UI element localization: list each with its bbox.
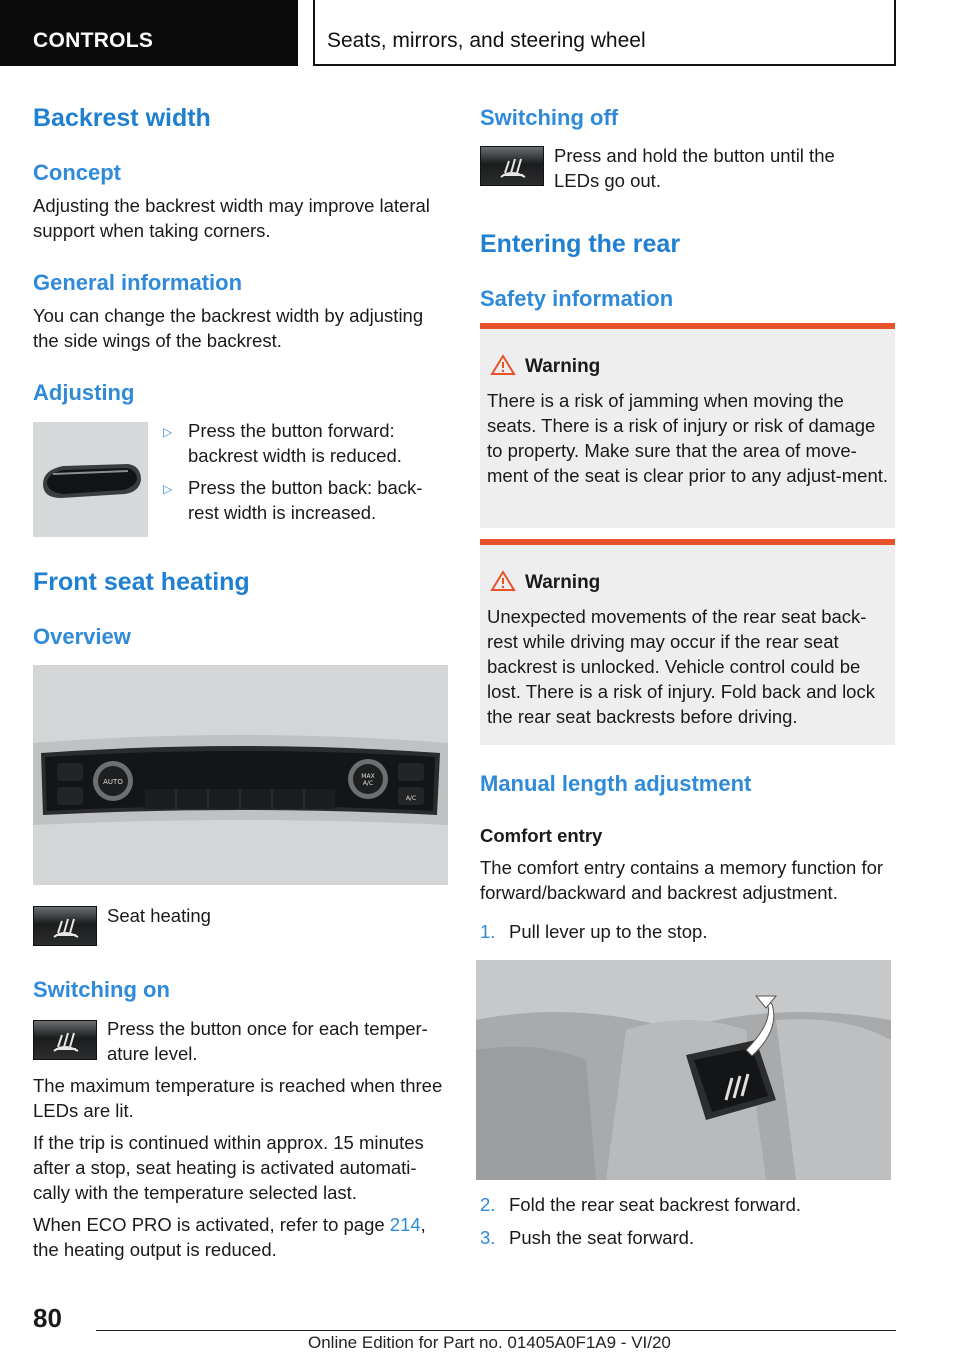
manual-length-heading: Manual length adjustment [480, 771, 752, 796]
warning-text: Unexpected movements of the rear seat back-rest while driving may occur if the rear seat backrest is unlocked. Vehicle control could be lost. There is a risk of injury. Fold back and lock the rear seat backrests before driving. [487, 606, 875, 727]
section-tab [0, 0, 298, 66]
step-text: Pull lever up to the stop. [509, 921, 708, 942]
adjust-item-2: Press the button back: back-rest width is increased. [188, 477, 423, 523]
general-info-heading: General information [33, 270, 243, 295]
backrest-width-heading: Backrest width [33, 104, 211, 132]
step-text: Fold the rear seat backrest forward. [509, 1194, 802, 1215]
bullet-triangle-icon: ▷ [163, 482, 173, 496]
step-number: 3. [480, 1227, 496, 1248]
trip-text: If the trip is continued within approx. 15 minutes after a stop, seat heating is activated automati-cally with the temperature selected last. [33, 1132, 424, 1203]
max-ac-label: A/C [362, 780, 374, 787]
ac-label: A/C [405, 795, 417, 802]
adjusting-heading: Adjusting [33, 380, 135, 405]
bullet-triangle-icon: ▷ [163, 425, 173, 439]
front-seat-heating-heading: Front seat heating [33, 568, 250, 596]
switching-off-heading: Switching off [480, 105, 619, 130]
comfort-entry-text: The comfort entry contains a memory function for forward/backward and backrest adjustment. [480, 857, 884, 903]
eco-pre: When ECO PRO is activated, refer to page [33, 1214, 390, 1235]
warning-triangle-icon [490, 354, 516, 376]
page-number: 80 [33, 1303, 62, 1333]
warning-title: Warning [525, 572, 601, 593]
warning-box-jamming [480, 323, 895, 528]
entering-rear-heading: Entering the rear [480, 230, 681, 258]
warning-triangle-icon [490, 570, 516, 592]
seat-heating-on-icon [33, 1020, 97, 1060]
rear-seat-lever-image [476, 960, 891, 1180]
warning-title: Warning [525, 356, 601, 377]
seat-heating-label: Seat heating [107, 905, 211, 926]
seat-heating-off-icon [480, 146, 544, 186]
warning-box-backrest [480, 539, 895, 745]
adjust-item-1: Press the button forward: backrest width is reduced. [188, 420, 402, 466]
safety-info-heading: Safety information [480, 286, 674, 311]
general-info-text: You can change the backrest width by adjusting the side wings of the backrest. [33, 305, 424, 351]
step-number: 1. [480, 921, 496, 942]
footer-divider [96, 1330, 896, 1331]
step-text: Push the seat forward. [509, 1227, 695, 1248]
overview-heading: Overview [33, 624, 131, 649]
eco-pro-text [33, 1212, 448, 1262]
chapter-tab [313, 0, 896, 66]
comfort-entry-heading: Comfort entry [480, 825, 603, 846]
concept-heading: Concept [33, 160, 121, 185]
switching-on-text: Press the button once for each temper-ature level. [107, 1018, 428, 1064]
eco-tail: the heating output is reduced. [33, 1239, 277, 1260]
warning-text: There is a risk of jamming when moving the seats. There is a risk of injury or risk of damage to property. Make sure that the area of move-ment of the seat is clear prior to any adjust-ment. [487, 390, 889, 486]
eco-post: , [420, 1214, 426, 1235]
climate-control-panel-image [33, 665, 448, 885]
switching-off-text: Press and hold the button until the LEDs go out. [554, 145, 835, 191]
section-label: CONTROLS [33, 29, 154, 52]
step-number: 2. [480, 1194, 496, 1215]
auto-label: AUTO [103, 778, 123, 786]
header-gap [298, 0, 313, 66]
max-temp-text: The maximum temperature is reached when three LEDs are lit. [33, 1075, 443, 1121]
backrest-button-image [33, 422, 148, 537]
chapter-label: Seats, mirrors, and steering wheel [327, 29, 646, 52]
page-214-link[interactable]: 214 [389, 1214, 421, 1235]
max-label: MAX [361, 773, 375, 780]
seat-heating-icon [33, 906, 97, 946]
concept-text: Adjusting the backrest width may improve lateral support when taking corners. [33, 195, 430, 241]
switching-on-heading: Switching on [33, 977, 170, 1002]
edition-text: Online Edition for Part no. 01405A0F1A9 - VI/20 [308, 1333, 671, 1352]
